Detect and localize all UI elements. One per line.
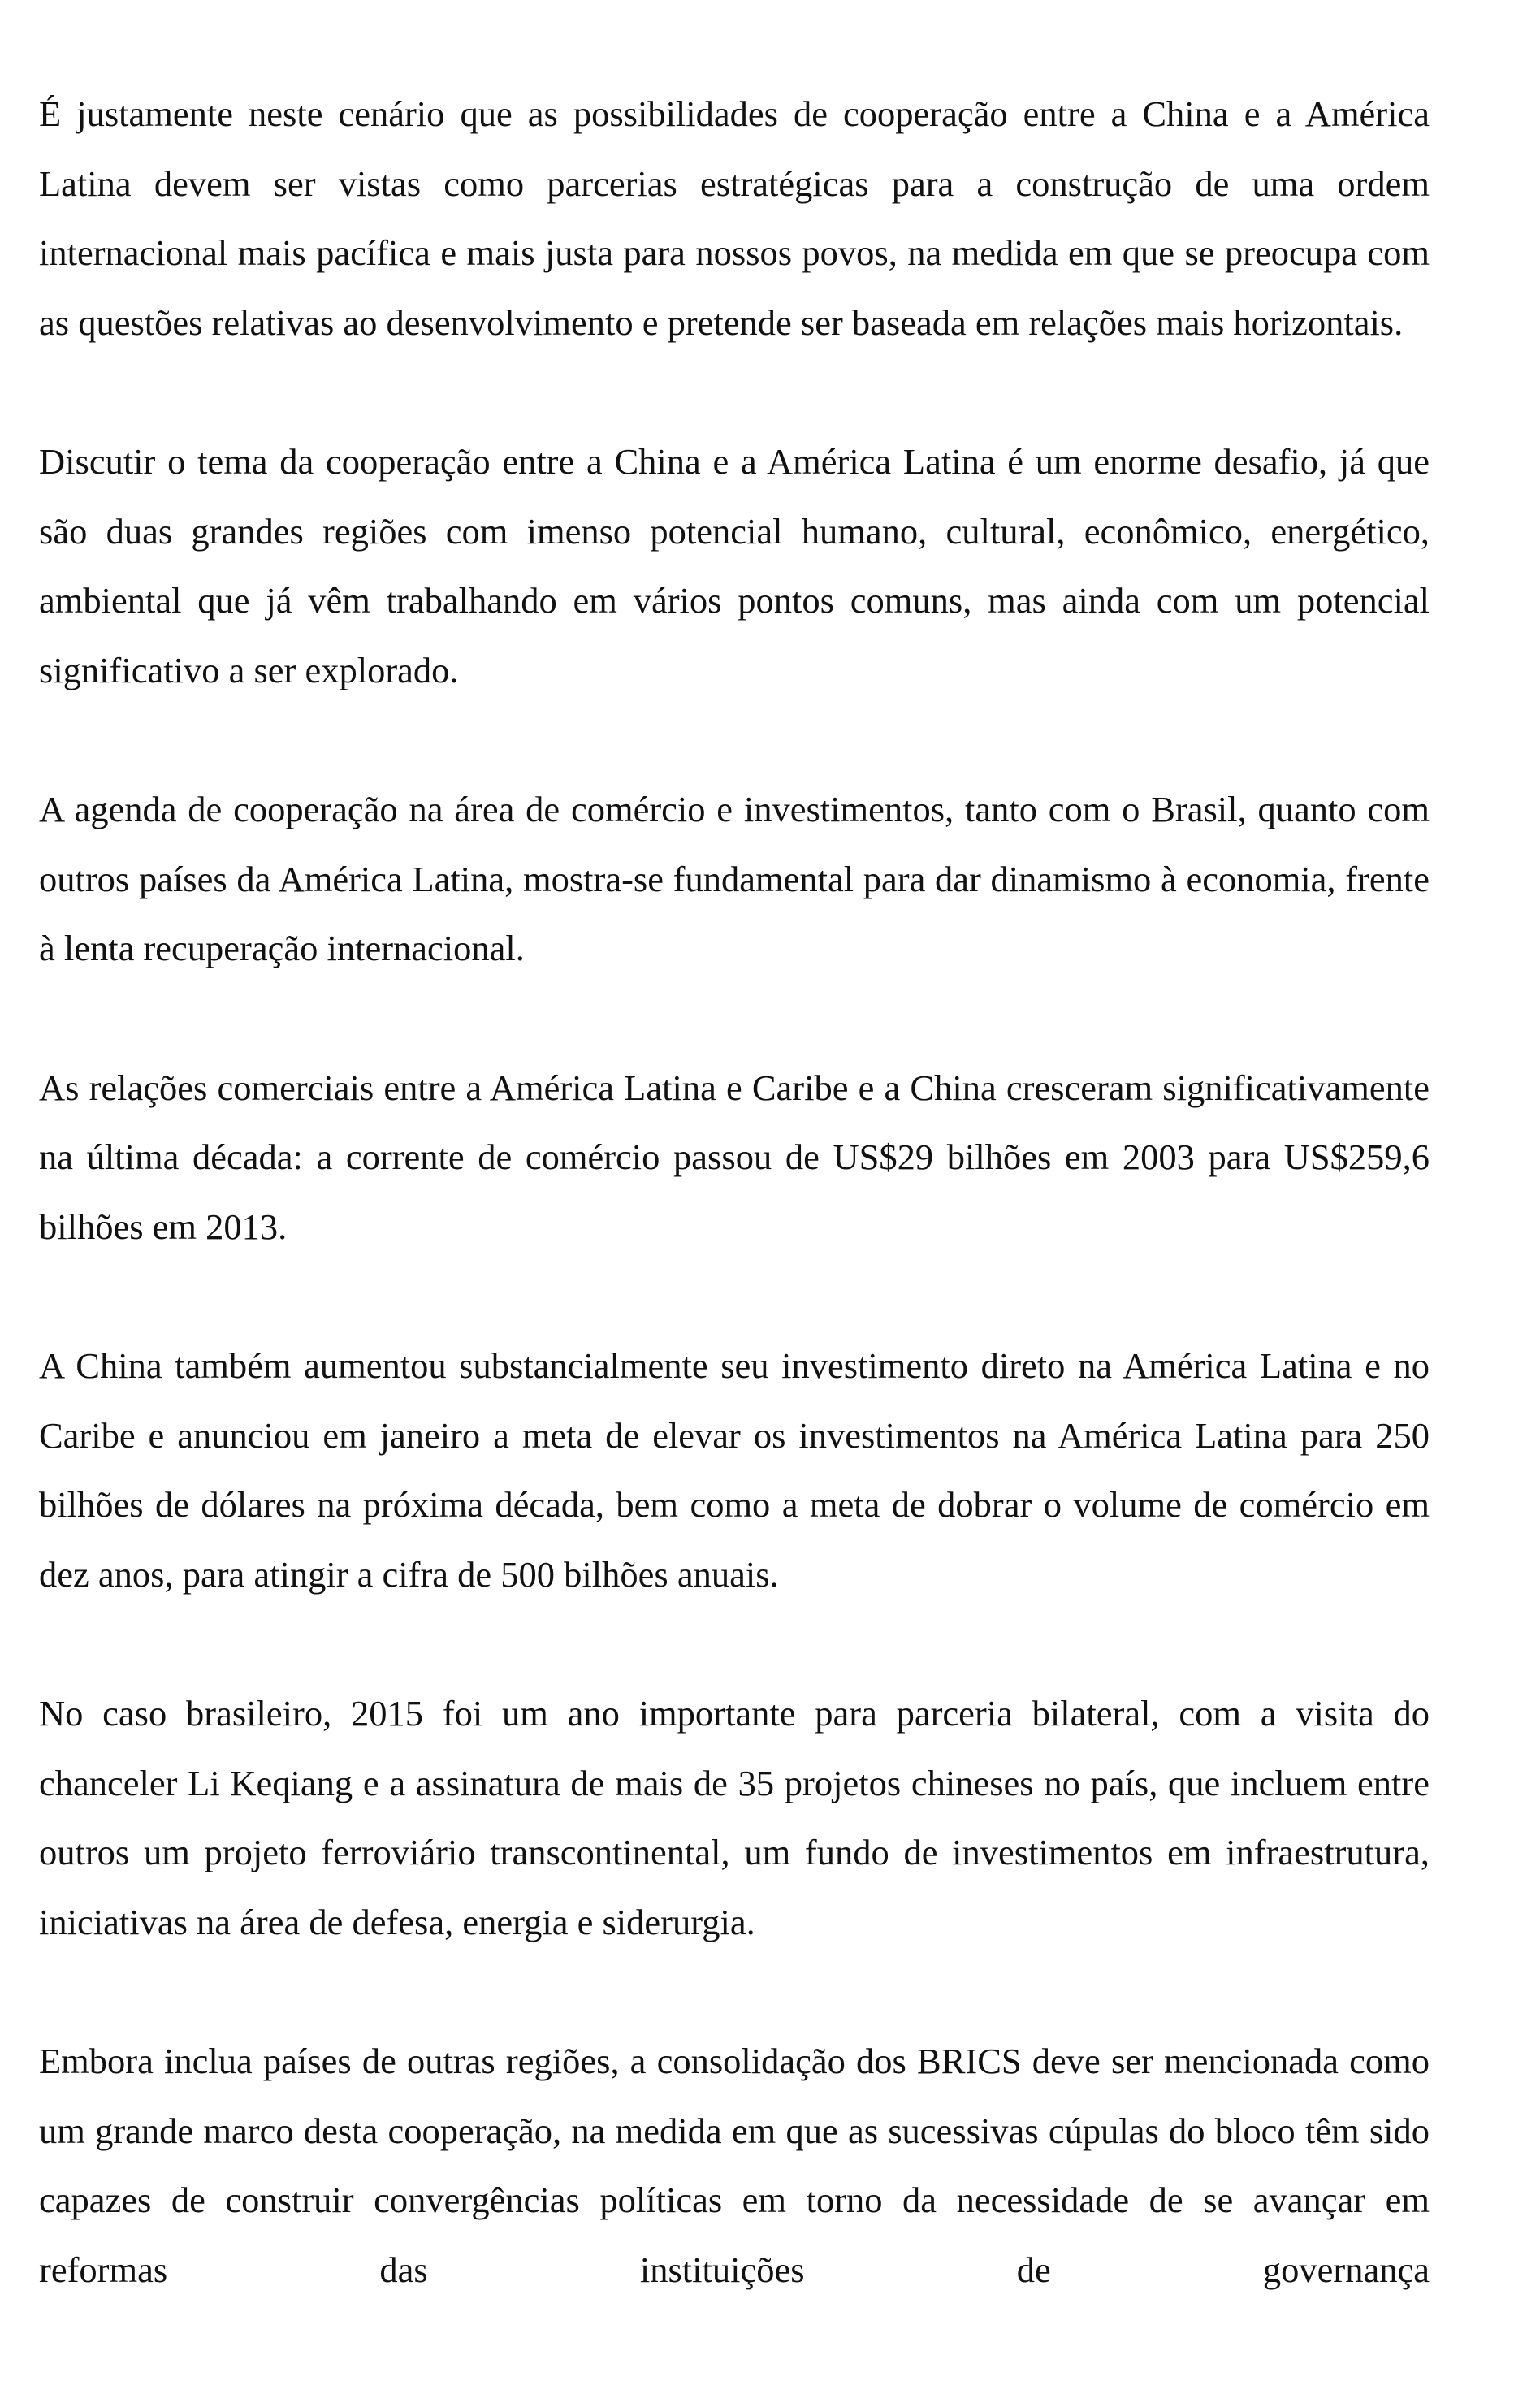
- document-page: [39, 80, 1430, 2305]
- paragraph-3: A agenda de cooperação na área de comércio e investimentos, tanto com o Brasil, quanto com outros países da América Latina, mostra-se fundamental para dar dinamismo à economia, frente à lenta recuperação internacional.: [39, 789, 1430, 968]
- paragraph-5: A China também aumentou substancialmente seu investimento direto na América Latina e no Caribe e anunciou em janeiro a meta de elevar os investimentos na América Latina para 250 bilhões de dólares na próxima década, bem como a meta de dobrar o volume de comércio em dez anos, para atingir a cifra de 500 bilhões anuais.: [39, 1345, 1430, 1595]
- paragraph-2: Discutir o tema da cooperação entre a China e a América Latina é um enorme desafio, já que são duas grandes regiões com imenso potencial humano, cultural, econômico, energético, ambiental que já vêm trabalhando em vários pontos comuns, mas ainda com um potencial significativo a ser explorado.: [39, 441, 1430, 690]
- paragraph-4: As relações comerciais entre a América Latina e Caribe e a China cresceram significativamente na última década: a corrente de comércio passou de US$29 bilhões em 2003 para US$259,6 bilhões em 2013.: [39, 1067, 1430, 1247]
- paragraph-6: No caso brasileiro, 2015 foi um ano importante para parceria bilateral, com a visita do chanceler Li Keqiang e a assinatura de mais de 35 projetos chineses no país, que incluem entre outros um projeto ferroviário transcontinental, um fundo de investimentos em infraestrutura, iniciativas na área de defesa, energia e siderurgia.: [39, 1693, 1430, 1942]
- paragraph-7: Embora inclua países de outras regiões, a consolidação dos BRICS deve ser mencionada como um grande marco desta cooperação, na medida em que as sucessivas cúpulas do bloco têm sido capazes de construir convergências políticas em torno da necessidade de se avançar em reformas das instituições de governança: [39, 2041, 1430, 2290]
- paragraph-1: É justamente neste cenário que as possibilidades de cooperação entre a China e a América Latina devem ser vistas como parcerias estratégicas para a construção de uma ordem internacional mais pacífica e mais justa para nossos povos, na medida em que se preocupa com as questões relativas ao desenvolvimento e pretende ser baseada em relações mais horizontais.: [39, 93, 1430, 343]
